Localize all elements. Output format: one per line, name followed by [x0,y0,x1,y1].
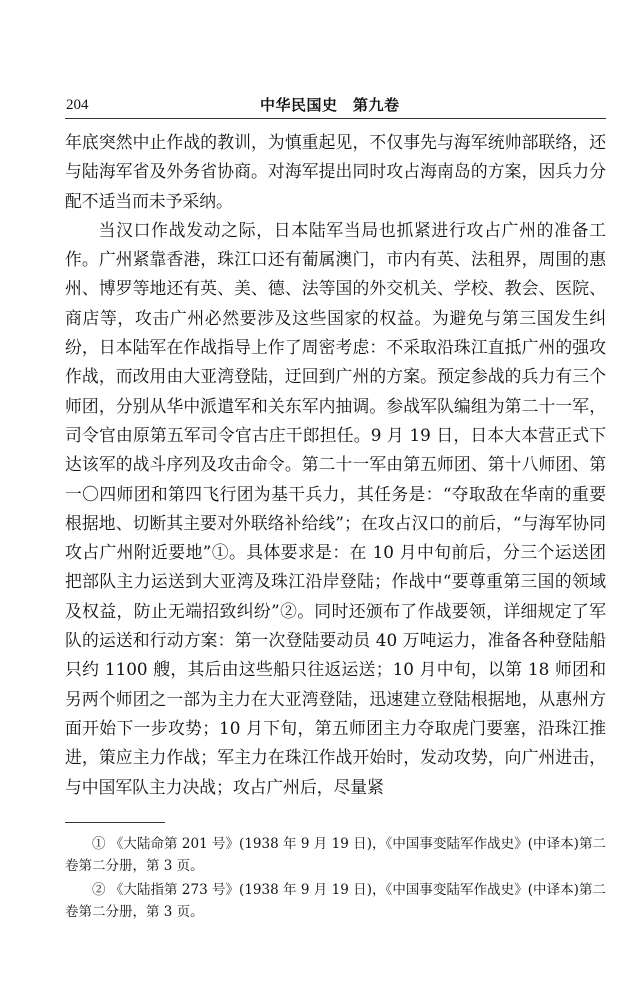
running-header [65,94,606,119]
page-number: 204 [66,97,89,113]
footnote: ② 《大陆指第 273 号》(1938 年 9 月 19 日)，《中国事变陆军作战史》(中译本)第二卷第二分册，第 3 页。 [65,882,606,920]
running-title: 中华民国史 第九卷 [260,96,400,114]
body-text [65,128,606,802]
paragraph: 年底突然中止作战的教训，为慎重起见，不仅事先与海军统帅部联络，还与陆海军省及外务省协商。对海军提出同时攻占海南岛的方案，因兵力分配不适当而未予采纳。 [65,132,606,211]
footnotes [65,833,606,925]
paragraph: 当汉口作战发动之际，日本陆军当局也抓紧进行攻占广州的准备工作。广州紧靠香港，珠江口还有葡属澳门，市内有英、法租界，周围的惠州、博罗等地还有英、美、德、法等国的外交机关、学校、教会、医院、商店等，攻击广州必然要涉及这些国家的权益。为避免与第三国发生纠纷，日本陆军在作战指导上作了周密考虑：不采取沿珠江直抵广州的强攻作战，而改用由大亚湾登陆，迂回到广州的方案。预定参战的兵力有三个师团，分别从华中派遣军和关东军内抽调。参战军队编组为第二十一军，司令官由原第五军司令官古庄干郎担任。9 月 19 日，日本大本营正式下达该军的战斗序列及攻击命令。第二十一军由第五师团、第十八师团、第一〇四师团和第四飞行团为基干兵力，其任务是：“夺取敌在华南的重要根据地、切断其主要对外联络补给线”；在攻占汉口的前后，“与海军协同攻占广州附近要地”①。具体要求是：在 10 月中旬前后，分三个运送团把部队主力运送到大亚湾及珠江沿岸登陆；作战中“要尊重第三国的领域及权益，防止无端招致纠纷”②。同时还颁布了作战要领，详细规定了军队的运送和行动方案：第一次登陆要动员 40 万吨运力，准备各种登陆船只约 1100 艘，其后由这些船只往返运送；10 月中旬，以第 18 师团和另两个师团之一部为主力在大亚湾登陆，迅速建立登陆根据地，从惠州方面开始下一步攻势；10 月下旬，第五师团主力夺取虎门要塞，沿珠江推进，策应主力作战；军主力在珠江作战开始时，发动攻势，向广州进击，与中国军队主力决战；攻占广州后，尽量紧 [65,219,606,797]
footnote-divider [65,822,165,823]
footnote: ① 《大陆命第 201 号》(1938 年 9 月 19 日)，《中国事变陆军作战史》(中译本)第二卷第二分册，第 3 页。 [65,836,606,874]
